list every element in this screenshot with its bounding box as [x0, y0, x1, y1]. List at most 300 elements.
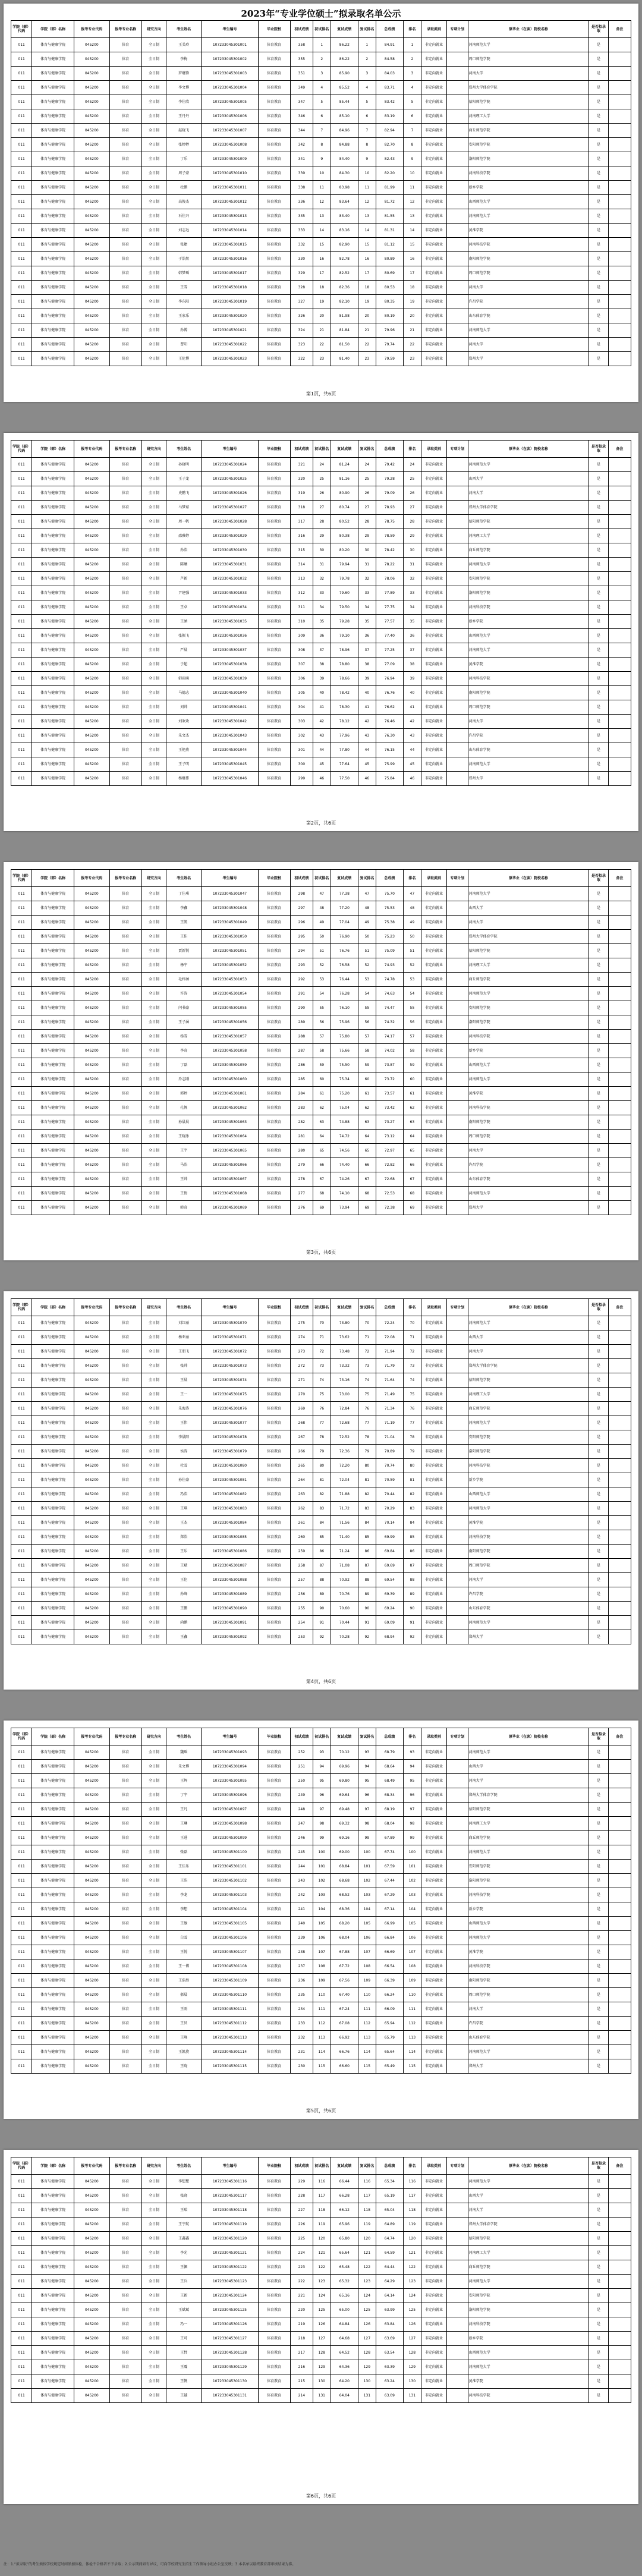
major-code-cell: 045200 [74, 2289, 109, 2303]
exam-id-cell: 107233045301097 [202, 1803, 258, 1817]
exam-id-cell: 107233045301081 [202, 1473, 258, 1487]
retest-score-cell: 76.28 [331, 987, 358, 1001]
column-header: 初试排名 [313, 870, 331, 887]
category-cell: 非定向就业 [421, 1430, 446, 1445]
candidate-name-cell: 赵晓飞 [166, 124, 202, 138]
column-header: 学院（部）名称 [32, 1299, 74, 1316]
initial-rank-cell: 62 [313, 1101, 331, 1115]
initial-rank-cell: 3 [313, 67, 331, 81]
college-code-cell: 011 [11, 2275, 32, 2289]
special-plan-cell [447, 1158, 468, 1172]
special-plan-cell [447, 1345, 468, 1359]
total-score-cell: 74.17 [376, 1030, 403, 1044]
initial-score-cell: 276 [290, 1201, 313, 1215]
school-cell: 河南师范大学 [468, 558, 589, 572]
table-row [11, 2175, 631, 2189]
exam-id-cell: 107233045301025 [202, 472, 258, 486]
retest-rank-cell: 125 [358, 2303, 376, 2317]
table-row [11, 1388, 631, 1402]
category-cell: 非定向就业 [421, 1573, 446, 1587]
school-cell: 河南理工大学 [468, 1388, 589, 1402]
direction-cell: 全日制 [141, 2389, 166, 2403]
total-score-cell: 74.32 [376, 1015, 403, 1030]
retest-score-cell: 68.04 [331, 1931, 358, 1945]
major-name-cell: 体育 [109, 887, 141, 901]
column-header: 初试排名 [313, 2157, 331, 2175]
retest-rank-cell: 6 [358, 109, 376, 124]
total-score-cell: 66.84 [376, 1931, 403, 1945]
college-name-cell: 体育与健康学院 [32, 1388, 74, 1402]
table-row [11, 600, 631, 615]
admit-cell: 是 [589, 2203, 609, 2218]
retest-score-cell: 74.56 [331, 1144, 358, 1158]
initial-score-cell: 335 [290, 209, 313, 224]
stage-cell: 体育教育 [258, 987, 290, 1001]
initial-rank-cell: 121 [313, 2246, 331, 2260]
rank-cell: 49 [403, 916, 421, 930]
stage-cell: 体育教育 [258, 152, 290, 166]
major-code-cell: 045200 [74, 472, 109, 486]
school-cell: 河南大学 [468, 916, 589, 930]
table-row [11, 1144, 631, 1158]
major-name-cell: 体育 [109, 1445, 141, 1459]
retest-score-cell: 71.40 [331, 1530, 358, 1545]
total-score-cell: 74.47 [376, 1001, 403, 1015]
initial-score-cell: 240 [290, 1917, 313, 1931]
major-code-cell: 045200 [74, 958, 109, 973]
table-row [11, 916, 631, 930]
remark-cell [608, 1001, 631, 1015]
table-row [11, 1187, 631, 1201]
admit-cell: 是 [589, 2260, 609, 2275]
rank-cell: 50 [403, 930, 421, 944]
college-name-cell: 体育与健康学院 [32, 901, 74, 916]
major-code-cell: 045200 [74, 1630, 109, 1644]
column-header: 原毕业（在读）院校名称 [468, 1299, 589, 1316]
table-row [11, 266, 631, 281]
total-score-cell: 73.27 [376, 1115, 403, 1130]
retest-score-cell: 72.36 [331, 1445, 358, 1459]
major-code-cell: 045200 [74, 1502, 109, 1516]
rank-cell: 64 [403, 1130, 421, 1144]
initial-rank-cell: 53 [313, 973, 331, 987]
retest-score-cell: 73.62 [331, 1331, 358, 1345]
category-cell: 非定向就业 [421, 672, 446, 686]
major-name-cell: 体育 [109, 586, 141, 600]
initial-rank-cell: 105 [313, 1917, 331, 1931]
rank-cell: 107 [403, 1945, 421, 1959]
special-plan-cell [447, 166, 468, 181]
college-code-cell: 011 [11, 2289, 32, 2303]
column-header: 录取类别 [421, 870, 446, 887]
remark-cell [608, 352, 631, 366]
initial-rank-cell: 119 [313, 2218, 331, 2232]
stage-cell: 体育教育 [258, 81, 290, 95]
special-plan-cell [447, 2175, 468, 2189]
major-code-cell: 045200 [74, 1788, 109, 1803]
rank-cell: 47 [403, 887, 421, 901]
school-cell: 新乡学院 [468, 1473, 589, 1487]
major-code-cell: 045200 [74, 501, 109, 515]
page-top-margin [4, 862, 638, 869]
major-name-cell: 体育 [109, 1030, 141, 1044]
table-row [11, 1087, 631, 1101]
college-name-cell: 体育与健康学院 [32, 2189, 74, 2203]
table-row [11, 1473, 631, 1487]
special-plan-cell [447, 1187, 468, 1201]
retest-rank-cell: 77 [358, 1416, 376, 1430]
category-cell: 非定向就业 [421, 1559, 446, 1573]
initial-score-cell: 290 [290, 1001, 313, 1015]
column-header: 毕业院校 [258, 1299, 290, 1316]
college-code-cell: 011 [11, 2360, 32, 2374]
retest-score-cell: 78.80 [331, 658, 358, 672]
admit-cell: 是 [589, 1416, 609, 1430]
rank-cell: 110 [403, 1988, 421, 2002]
category-cell: 非定向就业 [421, 295, 446, 309]
total-score-cell: 70.59 [376, 1473, 403, 1487]
table-row [11, 252, 631, 266]
major-code-cell: 045200 [74, 529, 109, 543]
retest-rank-cell: 90 [358, 1602, 376, 1616]
rank-cell: 13 [403, 209, 421, 224]
remark-cell [608, 1860, 631, 1874]
admit-cell: 是 [589, 2246, 609, 2260]
initial-rank-cell: 12 [313, 195, 331, 209]
remark-cell [608, 1172, 631, 1187]
college-code-cell: 011 [11, 224, 32, 238]
rank-cell: 122 [403, 2260, 421, 2275]
direction-cell: 全日制 [141, 558, 166, 572]
table-row [11, 1058, 631, 1072]
retest-rank-cell: 44 [358, 743, 376, 757]
stage-cell: 体育教育 [258, 515, 290, 529]
retest-score-cell: 83.98 [331, 181, 358, 195]
initial-rank-cell: 28 [313, 515, 331, 529]
column-header: 录取类别 [421, 21, 446, 38]
rank-cell: 91 [403, 1616, 421, 1630]
retest-score-cell: 79.94 [331, 558, 358, 572]
major-code-cell: 045200 [74, 916, 109, 930]
exam-id-cell: 107233045301130 [202, 2374, 258, 2389]
category-cell: 非定向就业 [421, 1774, 446, 1788]
rank-cell: 37 [403, 643, 421, 658]
initial-score-cell: 317 [290, 515, 313, 529]
retest-rank-cell: 82 [358, 1487, 376, 1502]
table-row [11, 1487, 631, 1502]
college-name-cell: 体育与健康学院 [32, 109, 74, 124]
college-name-cell: 体育与健康学院 [32, 1030, 74, 1044]
total-score-cell: 77.89 [376, 586, 403, 600]
column-header: 学院（部）名称 [32, 870, 74, 887]
retest-rank-cell: 35 [358, 615, 376, 629]
admit-cell: 是 [589, 1831, 609, 1845]
remark-cell [608, 700, 631, 715]
column-header: 专项计划 [447, 441, 468, 458]
special-plan-cell [447, 338, 468, 352]
major-name-cell: 体育 [109, 1331, 141, 1345]
school-cell: 河南理工大学 [468, 958, 589, 973]
major-name-cell: 体育 [109, 1788, 141, 1803]
college-code-cell: 011 [11, 109, 32, 124]
table-row [11, 1015, 631, 1030]
major-name-cell: 体育 [109, 629, 141, 643]
column-header: 录取类别 [421, 2157, 446, 2175]
college-name-cell: 体育与健康学院 [32, 2031, 74, 2045]
direction-cell: 全日制 [141, 1902, 166, 1917]
exam-id-cell: 107233045301052 [202, 958, 258, 973]
major-name-cell: 体育 [109, 743, 141, 757]
column-header: 考生编号 [202, 870, 258, 887]
candidate-name-cell: 王兵 [166, 2275, 202, 2289]
college-code-cell: 011 [11, 916, 32, 930]
initial-rank-cell: 27 [313, 501, 331, 515]
retest-score-cell: 70.60 [331, 1602, 358, 1616]
major-code-cell: 045200 [74, 2360, 109, 2374]
special-plan-cell [447, 1559, 468, 1573]
column-header: 研究方向 [141, 441, 166, 458]
admit-cell: 是 [589, 295, 609, 309]
initial-rank-cell: 54 [313, 987, 331, 1001]
category-cell: 非定向就业 [421, 1015, 446, 1030]
exam-id-cell: 107233045301105 [202, 1917, 258, 1931]
initial-score-cell: 328 [290, 281, 313, 295]
column-header: 排名 [403, 21, 421, 38]
candidate-name-cell: 陈曦 [166, 558, 202, 572]
admit-cell: 是 [589, 1130, 609, 1144]
remark-cell [608, 1130, 631, 1144]
rank-cell: 116 [403, 2175, 421, 2189]
admission-table [11, 1728, 631, 2074]
direction-cell: 全日制 [141, 209, 166, 224]
admit-cell: 是 [589, 586, 609, 600]
direction-cell: 全日制 [141, 1630, 166, 1644]
category-cell: 非定向就业 [421, 1630, 446, 1644]
initial-rank-cell: 109 [313, 1974, 331, 1988]
major-name-cell: 体育 [109, 1917, 141, 1931]
column-header: 毕业院校 [258, 870, 290, 887]
direction-cell: 全日制 [141, 543, 166, 558]
school-cell: 山东体育学院 [468, 1172, 589, 1187]
candidate-name-cell: 王伟 [166, 1416, 202, 1430]
exam-id-cell: 107233045301040 [202, 686, 258, 700]
major-name-cell: 体育 [109, 1817, 141, 1831]
retest-score-cell: 73.80 [331, 1316, 358, 1331]
direction-cell: 全日制 [141, 643, 166, 658]
direction-cell: 全日制 [141, 238, 166, 252]
remark-cell [608, 195, 631, 209]
table-row [11, 1072, 631, 1087]
stage-cell: 体育教育 [258, 295, 290, 309]
school-cell: 郑州大学 [468, 772, 589, 786]
rank-cell: 3 [403, 67, 421, 81]
special-plan-cell [447, 700, 468, 715]
remark-cell [608, 672, 631, 686]
school-cell: 河南科技学院 [468, 1030, 589, 1044]
retest-rank-cell: 116 [358, 2175, 376, 2189]
column-header: 报考专业代码 [74, 21, 109, 38]
stage-cell: 体育教育 [258, 2059, 290, 2074]
admit-cell: 是 [589, 1974, 609, 1988]
table-row [11, 944, 631, 958]
category-cell: 非定向就业 [421, 458, 446, 472]
table-row [11, 2346, 631, 2360]
initial-score-cell: 236 [290, 1974, 313, 1988]
initial-rank-cell: 8 [313, 138, 331, 152]
remark-cell [608, 1559, 631, 1573]
category-cell: 非定向就业 [421, 529, 446, 543]
candidate-name-cell: 严晨 [166, 643, 202, 658]
major-code-cell: 045200 [74, 1115, 109, 1130]
stage-cell: 体育教育 [258, 1516, 290, 1530]
total-score-cell: 75.99 [376, 757, 403, 772]
rank-cell: 92 [403, 1630, 421, 1644]
candidate-name-cell: 石佳兴 [166, 209, 202, 224]
candidate-name-cell: 丁佳琪 [166, 887, 202, 901]
initial-score-cell: 225 [290, 2232, 313, 2246]
column-header: 报考专业代码 [74, 1299, 109, 1316]
exam-id-cell: 107233045301096 [202, 1788, 258, 1803]
major-code-cell: 045200 [74, 600, 109, 615]
college-code-cell: 011 [11, 700, 32, 715]
total-score-cell: 63.84 [376, 2317, 403, 2332]
retest-score-cell: 74.40 [331, 1158, 358, 1172]
direction-cell: 全日制 [141, 1602, 166, 1616]
table-row [11, 615, 631, 629]
direction-cell: 全日制 [141, 930, 166, 944]
major-code-cell: 045200 [74, 67, 109, 81]
candidate-name-cell: 史鹏飞 [166, 486, 202, 501]
candidate-name-cell: 王乐 [166, 1545, 202, 1559]
stage-cell: 体育教育 [258, 486, 290, 501]
major-name-cell: 体育 [109, 1988, 141, 2002]
rank-cell: 78 [403, 1430, 421, 1445]
rank-cell: 10 [403, 166, 421, 181]
column-header: 初试排名 [313, 1728, 331, 1745]
candidate-name-cell: 郝晨 [166, 1988, 202, 2002]
direction-cell: 全日制 [141, 2317, 166, 2332]
column-header: 是否拟录取 [589, 2157, 609, 2175]
stage-cell: 体育教育 [258, 2002, 290, 2017]
retest-score-cell: 72.68 [331, 1416, 358, 1430]
direction-cell: 全日制 [141, 309, 166, 323]
major-code-cell: 045200 [74, 1760, 109, 1774]
direction-cell: 全日制 [141, 529, 166, 543]
college-code-cell: 011 [11, 2059, 32, 2074]
admit-cell: 是 [589, 1945, 609, 1959]
remark-cell [608, 600, 631, 615]
rank-cell: 108 [403, 1959, 421, 1974]
candidate-name-cell: 王辉 [166, 1774, 202, 1788]
special-plan-cell [447, 2002, 468, 2017]
rank-cell: 40 [403, 686, 421, 700]
initial-rank-cell: 79 [313, 1445, 331, 1459]
category-cell: 非定向就业 [421, 700, 446, 715]
rank-cell: 80 [403, 1459, 421, 1473]
college-name-cell: 体育与健康学院 [32, 1831, 74, 1845]
major-name-cell: 体育 [109, 1172, 141, 1187]
stage-cell: 体育教育 [258, 209, 290, 224]
stage-cell: 体育教育 [258, 600, 290, 615]
total-score-cell: 63.69 [376, 2332, 403, 2346]
total-score-cell: 73.12 [376, 1130, 403, 1144]
category-cell: 非定向就业 [421, 1172, 446, 1187]
total-score-cell: 64.74 [376, 2232, 403, 2246]
retest-rank-cell: 9 [358, 152, 376, 166]
remark-cell [608, 38, 631, 52]
retest-rank-cell: 57 [358, 1030, 376, 1044]
college-name-cell: 体育与健康学院 [32, 1931, 74, 1945]
remark-cell [608, 2275, 631, 2289]
remark-cell [608, 1530, 631, 1545]
total-score-cell: 72.08 [376, 1331, 403, 1345]
retest-score-cell: 68.52 [331, 1888, 358, 1902]
stage-cell: 体育教育 [258, 1559, 290, 1573]
special-plan-cell [447, 1616, 468, 1630]
college-name-cell: 体育与健康学院 [32, 1044, 74, 1058]
initial-score-cell: 241 [290, 1902, 313, 1917]
major-name-cell: 体育 [109, 729, 141, 743]
column-header: 复试排名 [358, 1728, 376, 1745]
initial-score-cell: 291 [290, 987, 313, 1001]
initial-rank-cell: 96 [313, 1788, 331, 1803]
initial-score-cell: 256 [290, 1587, 313, 1602]
column-header: 总成绩 [376, 1299, 403, 1316]
college-name-cell: 体育与健康学院 [32, 958, 74, 973]
initial-score-cell: 281 [290, 1130, 313, 1144]
special-plan-cell [447, 95, 468, 109]
candidate-name-cell: 王可 [166, 2332, 202, 2346]
college-code-cell: 011 [11, 1172, 32, 1187]
table-row [11, 352, 631, 366]
college-name-cell: 体育与健康学院 [32, 2332, 74, 2346]
candidate-name-cell: 王朋飞 [166, 1345, 202, 1359]
candidate-name-cell: 刘帅 [166, 700, 202, 715]
retest-score-cell: 85.52 [331, 81, 358, 95]
total-score-cell: 84.58 [376, 52, 403, 67]
major-name-cell: 体育 [109, 38, 141, 52]
special-plan-cell [447, 686, 468, 700]
major-name-cell: 体育 [109, 2346, 141, 2360]
retest-score-cell: 78.12 [331, 715, 358, 729]
rank-cell: 7 [403, 124, 421, 138]
major-code-cell: 045200 [74, 1974, 109, 1988]
major-name-cell: 体育 [109, 643, 141, 658]
initial-rank-cell: 26 [313, 486, 331, 501]
initial-score-cell: 273 [290, 1345, 313, 1359]
category-cell: 非定向就业 [421, 1030, 446, 1044]
rank-cell: 84 [403, 1516, 421, 1530]
retest-score-cell: 82.10 [331, 295, 358, 309]
stage-cell: 体育教育 [258, 224, 290, 238]
major-name-cell: 体育 [109, 81, 141, 95]
initial-rank-cell: 57 [313, 1030, 331, 1044]
initial-score-cell: 347 [290, 95, 313, 109]
rank-cell: 24 [403, 458, 421, 472]
college-name-cell: 体育与健康学院 [32, 1573, 74, 1587]
admit-cell: 是 [589, 1459, 609, 1473]
retest-rank-cell: 113 [358, 2031, 376, 2045]
special-plan-cell [447, 1087, 468, 1101]
initial-score-cell: 318 [290, 501, 313, 515]
retest-score-cell: 86.22 [331, 38, 358, 52]
exam-id-cell: 107233045301057 [202, 1030, 258, 1044]
candidate-name-cell: 张婕 [166, 238, 202, 252]
retest-rank-cell: 85 [358, 1530, 376, 1545]
retest-rank-cell: 28 [358, 515, 376, 529]
major-code-cell: 045200 [74, 700, 109, 715]
rank-cell: 77 [403, 1416, 421, 1430]
